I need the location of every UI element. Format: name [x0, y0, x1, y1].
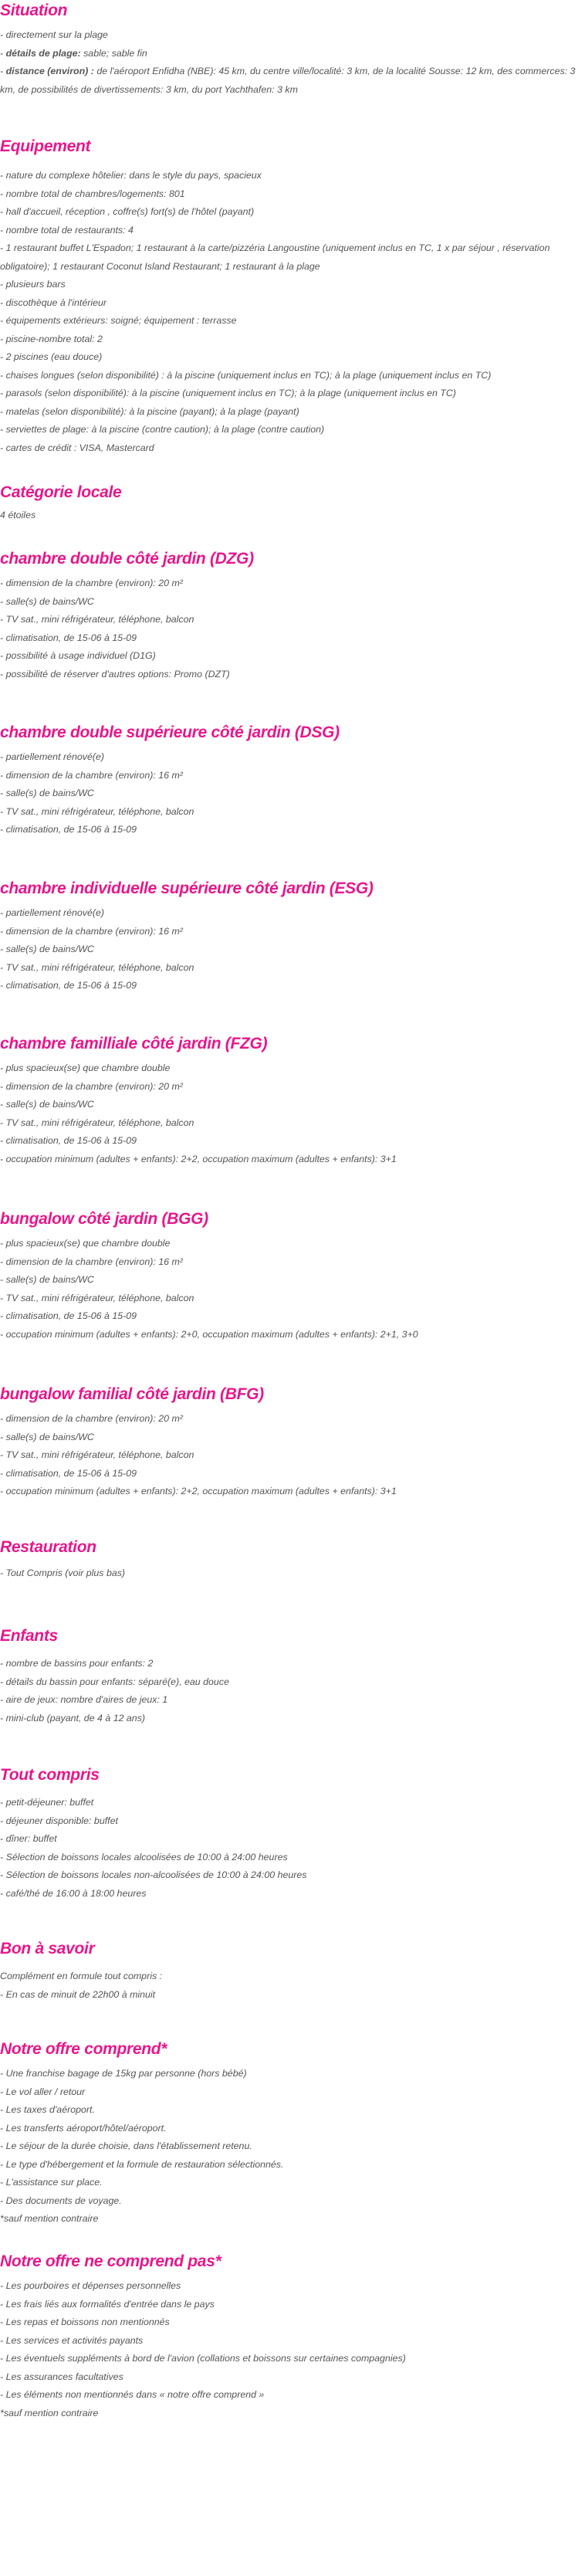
item-text: - détails du bassin pour enfants: séparé(e), eau douce [0, 1676, 229, 1687]
item-text: - déjeuner disponible: buffet [0, 1815, 118, 1826]
section-lines-equipement [0, 167, 585, 457]
item-text: - petit-déjeuner: buffet [0, 1797, 94, 1808]
section-lines-enfants [0, 1655, 585, 1727]
section-bgg [0, 1208, 585, 1344]
item-text: - cartes de crédit : VISA, Mastercard [0, 442, 154, 453]
item-text: de l'aéroport Enfidha (NBE): 45 km, du centre ville/localité: 3 km, de la localité Sousse: 12 km, des commerces: 3 km, de possibilités de divertissements: 3 km, du port Yachthafen: 3 km [0, 66, 576, 95]
item-text: - Les services et activités payants [0, 2334, 144, 2346]
item-text: 4 étoiles [0, 510, 36, 520]
item-text: - climatisation, de 15-06 à 15-09 [0, 1310, 137, 1321]
list-item [0, 821, 585, 839]
list-item [0, 2065, 585, 2083]
list-item [0, 26, 585, 45]
list-item [0, 1710, 585, 1728]
list-item [0, 330, 585, 349]
item-text: - café/thé de 16:00 à 18:00 heures [0, 1887, 147, 1899]
item-text: - Sélection de boissons locales alcoolisées de 10:00 à 24:00 heures [0, 1851, 288, 1863]
section-offre [0, 2039, 585, 2229]
item-text: - serviettes de plage: à la piscine (contre caution); à la plage (contre caution) [0, 424, 325, 435]
list-item [0, 593, 585, 612]
list-item [0, 294, 585, 313]
item-text: - Le séjour de la durée choisie, dans l'établissement retenu. [0, 2140, 252, 2151]
list-item [0, 2192, 585, 2211]
bullet-prefix: - [0, 66, 6, 76]
item-text: - TV sat., mini réfrigérateur, téléphone, balcon [0, 1292, 194, 1303]
item-text: - L'assistance sur place. [0, 2177, 103, 2188]
section-title-enfants: Enfants [0, 1627, 58, 1645]
item-text: - Le vol aller / retour [0, 2086, 86, 2097]
list-item [0, 276, 585, 294]
section-fzg [0, 1033, 585, 1168]
item-text: - En cas de minuit de 22h00 à minuit [0, 1988, 156, 2000]
section-lines-bfg [0, 1410, 585, 1501]
item-text: - dimension de la chambre (environ): 16 m² [0, 769, 183, 781]
list-item [0, 1691, 585, 1710]
item-text: - climatisation, de 15-06 à 15-09 [0, 1467, 137, 1479]
item-text: - TV sat., mini réfrigérateur, téléphone, balcon [0, 614, 194, 625]
item-text: - dîner: buffet [0, 1833, 57, 1844]
list-item [0, 2137, 585, 2156]
list-item [0, 403, 585, 422]
list-item [0, 1885, 585, 1903]
list-item [0, 959, 585, 978]
list-item [0, 185, 585, 204]
item-text: - plus spacieux(se) que chambre double [0, 1238, 171, 1249]
list-item [0, 1326, 585, 1344]
section-lines-fzg [0, 1059, 585, 1168]
item-text: - équipements extérieurs: soigné; équipement : terrasse [0, 315, 237, 326]
item-text: - Les éléments non mentionnés dans « notre offre comprend » [0, 2389, 265, 2400]
item-text: - Les taxes d'aéroport. [0, 2104, 95, 2115]
list-item [0, 1290, 585, 1308]
item-text: - directement sur la plage [0, 29, 108, 40]
list-item [0, 45, 585, 63]
section-bonasavoir [0, 1938, 585, 2004]
list-item [0, 1465, 585, 1483]
item-text: - Sélection de boissons locales non-alcoolisées de 10:00 à 24:00 heures [0, 1869, 307, 1880]
list-item [0, 1132, 585, 1151]
item-label: distance (environ) : [5, 66, 94, 76]
list-item [0, 923, 585, 941]
list-item [0, 1235, 585, 1253]
item-text: - salle(s) de bains/WC [0, 944, 94, 954]
list-item [0, 439, 585, 458]
item-text: - occupation minimum (adultes + enfants): 2+0, occupation maximum (adultes + enfants): 2+1, 3+0 [0, 1328, 418, 1340]
list-item [0, 385, 585, 403]
item-text: - Les transferts aéroport/hôtel/aéroport. [0, 2122, 167, 2134]
item-text: - possibilité de réserver d'autres options: Promo (DZT) [0, 668, 230, 680]
list-item [0, 1849, 585, 1867]
list-item [0, 1253, 585, 1272]
list-item [0, 2313, 585, 2332]
section-title-restauration: Restauration [0, 1538, 96, 1556]
item-text: - occupation minimum (adultes + enfants): 2+2, occupation maximum (adultes + enfants): 3+1 [0, 1153, 397, 1164]
list-item [0, 629, 585, 648]
section-title-fzg: chambre familliale côté jardin (FZG) [0, 1035, 268, 1052]
item-text: - dimension de la chambre (environ): 20 m² [0, 1413, 183, 1424]
list-item [0, 203, 585, 222]
item-text: - chaises longues (selon disponibilité) : à la piscine (uniquement inclus en TC); à la plage (uniquement inclus en TC) [0, 369, 492, 381]
item-text: - dimension de la chambre (environ): 16 m² [0, 925, 183, 937]
item-text: - salle(s) de bains/WC [0, 1431, 94, 1442]
item-text: - piscine-nombre total: 2 [0, 333, 103, 344]
list-item [0, 1483, 585, 1501]
item-text: - plusieurs bars [0, 279, 66, 290]
list-item [0, 2210, 585, 2229]
item-text: - partiellement rénové(e) [0, 751, 104, 762]
bullet-prefix: - [0, 47, 6, 59]
section-esg [0, 878, 585, 995]
section-restauration [0, 1537, 585, 1583]
list-item [0, 1114, 585, 1133]
list-item [0, 1830, 585, 1849]
section-categorie [0, 482, 585, 525]
item-text: - Les pourboires et dépenses personnelles [0, 2280, 181, 2291]
item-text: - salle(s) de bains/WC [0, 788, 94, 798]
item-text: - climatisation, de 15-06 à 15-09 [0, 632, 137, 643]
item-text: - mini-club (payant, de 4 à 12 ans) [0, 1712, 146, 1724]
section-lines-nonoffre [0, 2277, 585, 2422]
section-bfg [0, 1384, 585, 1501]
item-text: - dimension de la chambre (environ): 20 m² [0, 578, 183, 588]
item-text: - Une franchise bagage de 15kg par personne (hors bébé) [0, 2068, 247, 2079]
list-item [0, 2101, 585, 2120]
item-text: - climatisation, de 15-06 à 15-09 [0, 824, 137, 835]
item-label: détails de plage: [5, 47, 81, 59]
section-toutcompris [0, 1764, 585, 1903]
item-text: - matelas (selon disponibilité): à la piscine (payant); à la plage (payant) [0, 405, 299, 417]
list-item [0, 1866, 585, 1885]
section-title-situation: Situation [0, 2, 68, 19]
list-item [0, 2156, 585, 2174]
list-item [0, 507, 585, 525]
section-title-toutcompris: Tout compris [0, 1766, 100, 1784]
item-text: - Les frais liés aux formalités d'entrée dans le pays [0, 2298, 215, 2310]
list-item [0, 2368, 585, 2387]
list-item [0, 611, 585, 629]
item-text: - aire de jeux: nombre d'aires de jeux: 1 [0, 1694, 168, 1705]
section-lines-categorie [0, 507, 585, 525]
list-item [0, 2174, 585, 2192]
list-item [0, 367, 585, 385]
list-item [0, 904, 585, 923]
list-item [0, 222, 585, 240]
section-title-categorie: Catégorie locale [0, 483, 122, 501]
section-lines-bgg [0, 1235, 585, 1344]
section-title-offre: Notre offre comprend* [0, 2040, 167, 2058]
item-text: - TV sat., mini réfrigérateur, téléphone, balcon [0, 1449, 194, 1460]
item-text: - nombre de bassins pour enfants: 2 [0, 1658, 154, 1669]
list-item [0, 977, 585, 995]
section-lines-situation [0, 26, 585, 99]
list-item [0, 1986, 585, 2005]
section-situation [0, 0, 585, 99]
item-text: - 1 restaurant buffet L'Espadon; 1 restaurant à la carte/pizzéria Langoustine (uniquement inclus en TC, 1 x par séjour , réservation obligatoire); 1 restaurant Coconut Island Restaurant; 1 restaurant à la plage [0, 242, 550, 272]
list-item [0, 1307, 585, 1326]
section-lines-restauration [0, 1564, 585, 1583]
list-item [0, 1059, 585, 1078]
list-item [0, 803, 585, 822]
item-text: - hall d'accueil, réception , coffre(s) fort(s) de l'hôtel (payant) [0, 206, 255, 217]
item-text: - Des documents de voyage. [0, 2195, 122, 2206]
list-item [0, 1429, 585, 1447]
item-text: Complément en formule tout compris : [0, 1971, 163, 1981]
list-item [0, 239, 585, 276]
item-text: - Les repas et boissons non mentionnés [0, 2317, 170, 2327]
section-title-nonoffre: Notre offre ne comprend pas* [0, 2252, 221, 2270]
item-text: - occupation minimum (adultes + enfants): 2+2, occupation maximum (adultes + enfants): 3+1 [0, 1486, 397, 1496]
list-item [0, 348, 585, 367]
section-dsg [0, 722, 585, 839]
item-text: - nature du complexe hôtelier: dans le style du pays, spacieux [0, 170, 262, 181]
list-item [0, 1968, 585, 1986]
item-text: - Le type d'hébergement et la formule de restauration sélectionnés. [0, 2158, 284, 2170]
item-text: - salle(s) de bains/WC [0, 595, 94, 607]
section-title-equipement: Equipement [0, 137, 91, 155]
list-item [0, 2350, 585, 2368]
section-title-bgg: bungalow côté jardin (BGG) [0, 1210, 208, 1228]
list-item [0, 63, 585, 99]
item-text: - TV sat., mini réfrigérateur, téléphone, balcon [0, 1117, 194, 1128]
item-text: - nombre total de chambres/logements: 801 [0, 188, 185, 199]
section-equipement [0, 136, 585, 457]
list-item [0, 312, 585, 330]
list-item [0, 2277, 585, 2296]
section-dzg [0, 548, 585, 683]
section-lines-dsg [0, 748, 585, 839]
item-text: - TV sat., mini réfrigérateur, téléphone, balcon [0, 805, 194, 817]
list-item [0, 1812, 585, 1831]
item-text: - parasols (selon disponibilité): à la piscine (uniquement inclus en TC); à la plage (uniquement inclus en TC) [0, 388, 456, 398]
section-title-dsg: chambre double supérieure côté jardin (DSG) [0, 724, 340, 741]
item-text: - Les assurances facultatives [0, 2371, 123, 2382]
list-item [0, 1564, 585, 1583]
list-item [0, 1271, 585, 1290]
item-text: sable; sable fin [80, 47, 147, 59]
item-text: - discothèque à l'intérieur [0, 297, 107, 308]
section-title-bonasavoir: Bon à savoir [0, 1940, 95, 1957]
item-text: - salle(s) de bains/WC [0, 1274, 94, 1285]
list-item [0, 748, 585, 767]
list-item [0, 2120, 585, 2138]
section-nonoffre [0, 2251, 585, 2422]
item-text: - plus spacieux(se) que chambre double [0, 1063, 171, 1073]
list-item [0, 2332, 585, 2351]
item-text: - dimension de la chambre (environ): 20 m² [0, 1080, 183, 1092]
item-text: - 2 piscines (eau douce) [0, 351, 103, 362]
item-text: - Les éventuels suppléments à bord de l'avion (collations et boissons sur certaines compagnies) [0, 2353, 406, 2364]
list-item [0, 1410, 585, 1429]
list-item [0, 1673, 585, 1692]
list-item [0, 2296, 585, 2314]
list-item [0, 1446, 585, 1465]
section-lines-offre [0, 2065, 585, 2229]
item-text: - nombre total de restaurants: 4 [0, 224, 134, 236]
section-lines-bonasavoir [0, 1968, 585, 2004]
list-item [0, 421, 585, 439]
list-item [0, 1078, 585, 1096]
item-text: *sauf mention contraire [0, 2407, 99, 2418]
list-item [0, 575, 585, 593]
list-item [0, 941, 585, 959]
list-item [0, 1151, 585, 1169]
item-text: - possibilité à usage individuel (D1G) [0, 650, 156, 661]
section-enfants [0, 1625, 585, 1727]
list-item [0, 1655, 585, 1673]
list-item [0, 666, 585, 684]
item-text: - Tout Compris (voir plus bas) [0, 1568, 126, 1578]
item-text: - TV sat., mini réfrigérateur, téléphone, balcon [0, 961, 194, 973]
item-text: - dimension de la chambre (environ): 16 m² [0, 1256, 183, 1267]
section-lines-esg [0, 904, 585, 995]
list-item [0, 647, 585, 666]
section-lines-dzg [0, 575, 585, 683]
section-title-esg: chambre individuelle supérieure côté jardin (ESG) [0, 880, 374, 897]
list-item [0, 1794, 585, 1812]
section-title-dzg: chambre double côté jardin (DZG) [0, 550, 254, 568]
list-item [0, 167, 585, 185]
section-lines-toutcompris [0, 1794, 585, 1903]
list-item [0, 2386, 585, 2405]
list-item [0, 785, 585, 803]
item-text: - partiellement rénové(e) [0, 907, 104, 918]
list-item [0, 1096, 585, 1114]
list-item [0, 2405, 585, 2423]
item-text: - salle(s) de bains/WC [0, 1099, 94, 1110]
item-text: *sauf mention contraire [0, 2213, 99, 2224]
list-item [0, 767, 585, 785]
list-item [0, 2083, 585, 2102]
item-text: - climatisation, de 15-06 à 15-09 [0, 1135, 137, 1146]
item-text: - climatisation, de 15-06 à 15-09 [0, 980, 137, 991]
section-title-bfg: bungalow familial côté jardin (BFG) [0, 1385, 264, 1403]
